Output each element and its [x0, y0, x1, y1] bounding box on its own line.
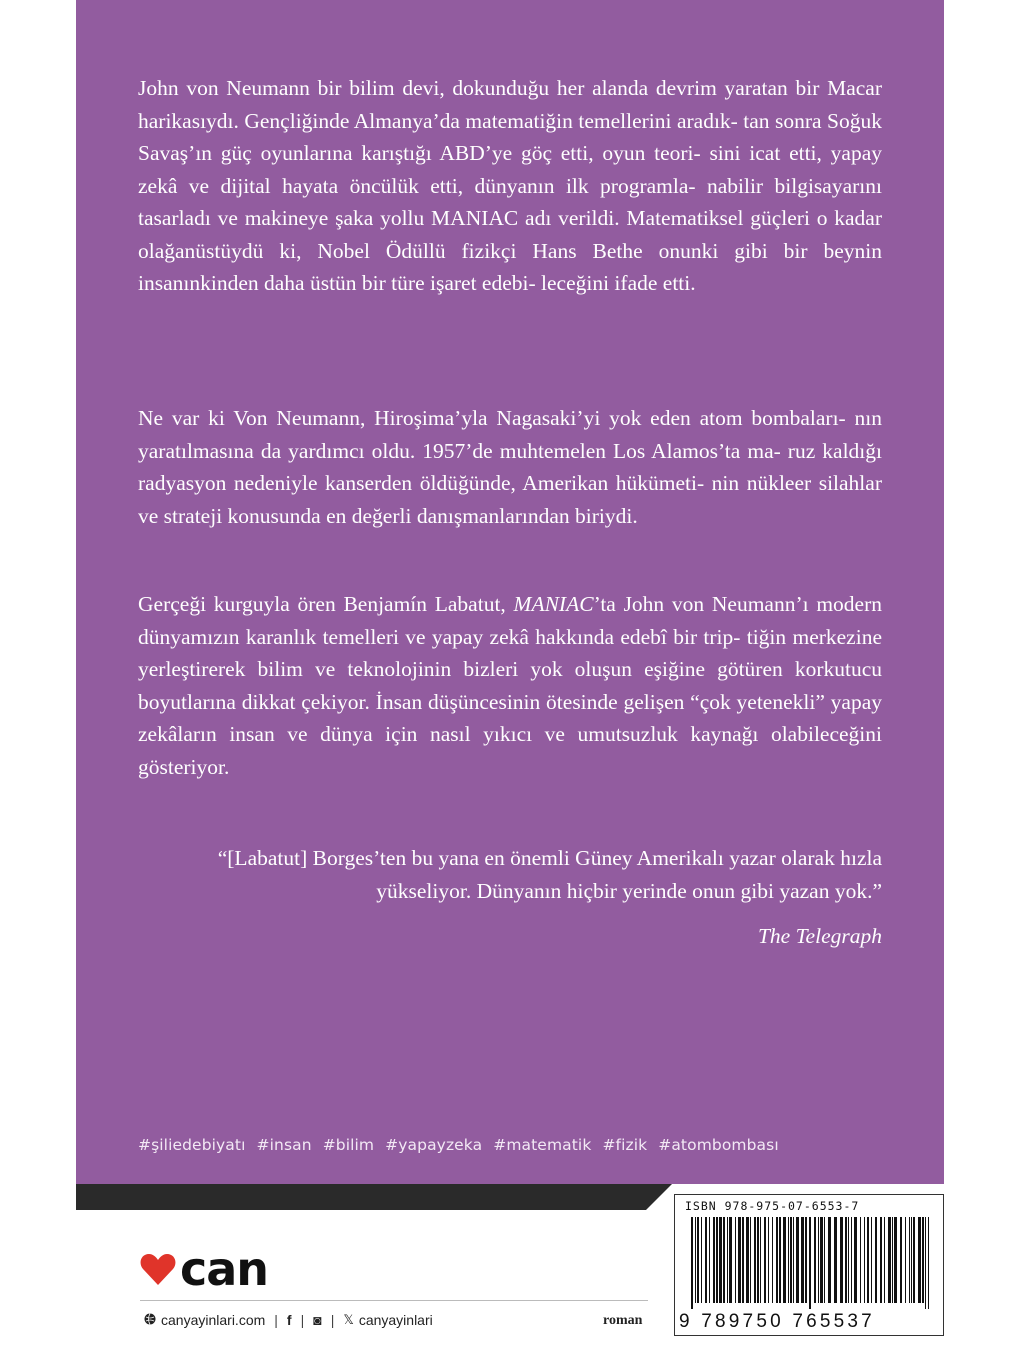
- barcode-bar: [918, 1217, 921, 1303]
- barcode-bar: [888, 1217, 891, 1303]
- barcode-bar: [695, 1217, 696, 1303]
- heart-icon: [140, 1252, 176, 1286]
- barcode-bar: [871, 1217, 872, 1303]
- genre-label: roman: [603, 1313, 643, 1328]
- barcode-bar: [884, 1217, 885, 1303]
- barcode-bar: [828, 1217, 831, 1303]
- barcode-bar: [738, 1217, 741, 1303]
- barcode-bar: [790, 1217, 792, 1303]
- barcode-bar: [719, 1217, 722, 1303]
- barcode-bar: [727, 1217, 728, 1303]
- blurb-paragraph-1: John von Neumann bir bilim devi, dokunduğu her alanda devrim yaratan bir Macar harikasıydı. Gençliğinde Almanya’da matematiğin temellerini aradık- tan sonra Soğuk Savaş’ın güç oyunlarına karıştığı ABD’ye göç etti, oyun teori- sini icat etti, yapay zekâ ve dijital hayata öncülük etti, dünyanın ilk programla- nabilir bilgisayarını tasarladı ve makineye şaka yollu MANIAC adı verildi. Matematiksel güçleri o kadar olağanüstüydü ki, Nobel Ödüllü fizikçi Hans Bethe onunki gibi bir beynin insanınkinden daha üstün bir türe işaret edebi- leceğini ifade etti.: [138, 76, 882, 295]
- barcode-bar: [709, 1217, 710, 1303]
- hashtag: #yapayzeka: [385, 1136, 483, 1154]
- hashtag: #matematik: [493, 1136, 592, 1154]
- barcode-bar: [913, 1217, 915, 1303]
- website-link[interactable]: canyayinlari.com: [161, 1312, 266, 1328]
- barcode-bar: [772, 1217, 773, 1303]
- barcode-bar: [814, 1217, 816, 1303]
- barcode-bar: [805, 1217, 807, 1303]
- barcode-bar: [875, 1217, 877, 1303]
- barcode-bar: [911, 1217, 912, 1303]
- barcode-bar: [760, 1217, 761, 1303]
- barcode-bar: [783, 1217, 786, 1303]
- book-title-italic: MANIAC: [513, 592, 594, 616]
- barcode-bar: [905, 1217, 906, 1303]
- facebook-icon[interactable]: f: [286, 1312, 292, 1328]
- barcode-bar: [705, 1217, 707, 1303]
- barcode-bar: [729, 1217, 732, 1303]
- barcode-bar: [713, 1217, 715, 1303]
- barcode-bar: [776, 1217, 778, 1303]
- barcode-bar: [925, 1217, 926, 1309]
- barcode-bar: [809, 1217, 811, 1309]
- hashtag: #atombombası: [658, 1136, 779, 1154]
- social-handle[interactable]: canyayinlari: [358, 1312, 433, 1328]
- barcode-bar: [900, 1217, 902, 1303]
- barcode-bar: [768, 1217, 769, 1303]
- publisher-logo: [140, 1242, 269, 1296]
- barcode-bar: [757, 1217, 759, 1303]
- barcode-bar: [851, 1217, 852, 1303]
- barcode-bar: [845, 1217, 847, 1303]
- globe-icon: [144, 1313, 156, 1328]
- hashtag: #şiliedebiyatı: [138, 1136, 246, 1154]
- isbn-digits: 9 789750 765537: [679, 1311, 875, 1332]
- isbn-label: ISBN 978-975-07-6553-7: [685, 1199, 860, 1213]
- barcode-bar: [801, 1217, 804, 1303]
- review-quote: “[Labatut] Borges’ten bu yana en önemli Güney Amerikalı yazar olarak hızla yükseliyor. Dünyanın hiçbir yerinde onun gibi yazan yok.”: [217, 846, 882, 903]
- barcode-bar: [880, 1217, 882, 1303]
- x-icon[interactable]: 𝕏: [343, 1312, 354, 1327]
- barcode-bar: [723, 1217, 725, 1303]
- barcode-icon: [689, 1217, 935, 1309]
- barcode-bar: [820, 1217, 823, 1303]
- barcode-bar: [860, 1217, 861, 1303]
- logo-text: can: [180, 1242, 269, 1296]
- barcode-box: [674, 1194, 944, 1336]
- barcode-bar: [691, 1217, 693, 1309]
- blurb-paragraph-2: Ne var ki Von Neumann, Hiroşima’yla Nagasaki’yi yok eden atom bombaları- nın yaratılmasına da yardımcı oldu. 1957’de muhtemelen Los Alamos’ta ma- ruz kaldığı radyasyon nedeniyle kanserden öldüğünde, Amerikan hükümeti- nin nükleer silahlar ve strateji konusunda en değerli danışmanlarından biriydi.: [138, 406, 882, 528]
- barcode-bar: [864, 1217, 865, 1303]
- barcode-bar: [834, 1217, 837, 1303]
- hashtag: #bilim: [322, 1136, 375, 1154]
- barcode-bar: [779, 1217, 781, 1303]
- barcode-bar: [922, 1217, 924, 1303]
- barcode-bar: [894, 1217, 897, 1303]
- barcode-bar: [750, 1217, 751, 1303]
- barcode-bar: [746, 1217, 749, 1303]
- barcode-bar: [697, 1217, 699, 1303]
- hashtag: #insan: [256, 1136, 312, 1154]
- barcode-bar: [840, 1217, 843, 1303]
- barcode-bar: [793, 1217, 794, 1303]
- barcode-bar: [788, 1217, 789, 1303]
- barcode-bar: [701, 1217, 702, 1303]
- quote-source: The Telegraph: [757, 924, 882, 948]
- instagram-icon[interactable]: ◙: [313, 1312, 322, 1328]
- barcode-bar: [909, 1217, 910, 1303]
- footer-divider: [140, 1300, 648, 1301]
- blurb-paragraph-3: Gerçeği kurguyla ören Benjamín Labatut, MANIAC’ta John von Neumann’ı modern dünyamızın karanlık temelleri ve yapay zekâ hakkında edebî bir trip- tiğin merkezine yerleştirerek bilim ve teknolojinin bizleri yok oluşun eşiğine götüren korkutucu boyutlarına dikkat çekiyor. İnsan düşüncesinin ötesinde gelişen “çok yetenekli” yapay zekâların insan ve dünya için nasıl yıkıcı ve umutsuzluk kaynağı olabileceğini gösteriyor.: [138, 592, 882, 779]
- hashtag: #fizik: [602, 1136, 648, 1154]
- barcode-bar: [892, 1217, 893, 1303]
- barcode-bar: [735, 1217, 736, 1303]
- barcode-bar: [796, 1217, 799, 1303]
- barcode-bar: [818, 1217, 819, 1303]
- barcode-bar: [928, 1217, 929, 1309]
- barcode-bar: [824, 1217, 825, 1303]
- barcode-bar: [867, 1217, 869, 1303]
- barcode-bar: [854, 1217, 857, 1303]
- barcode-bar: [754, 1217, 756, 1303]
- barcode-bar: [764, 1217, 766, 1303]
- barcode-bar: [716, 1217, 718, 1303]
- hashtag-line: [138, 1136, 785, 1154]
- publisher-footer: canyayinlari.com | f | ◙ | 𝕏 canyayinlari: [144, 1312, 433, 1328]
- barcode-bar: [848, 1217, 849, 1303]
- barcode-bar: [742, 1217, 744, 1303]
